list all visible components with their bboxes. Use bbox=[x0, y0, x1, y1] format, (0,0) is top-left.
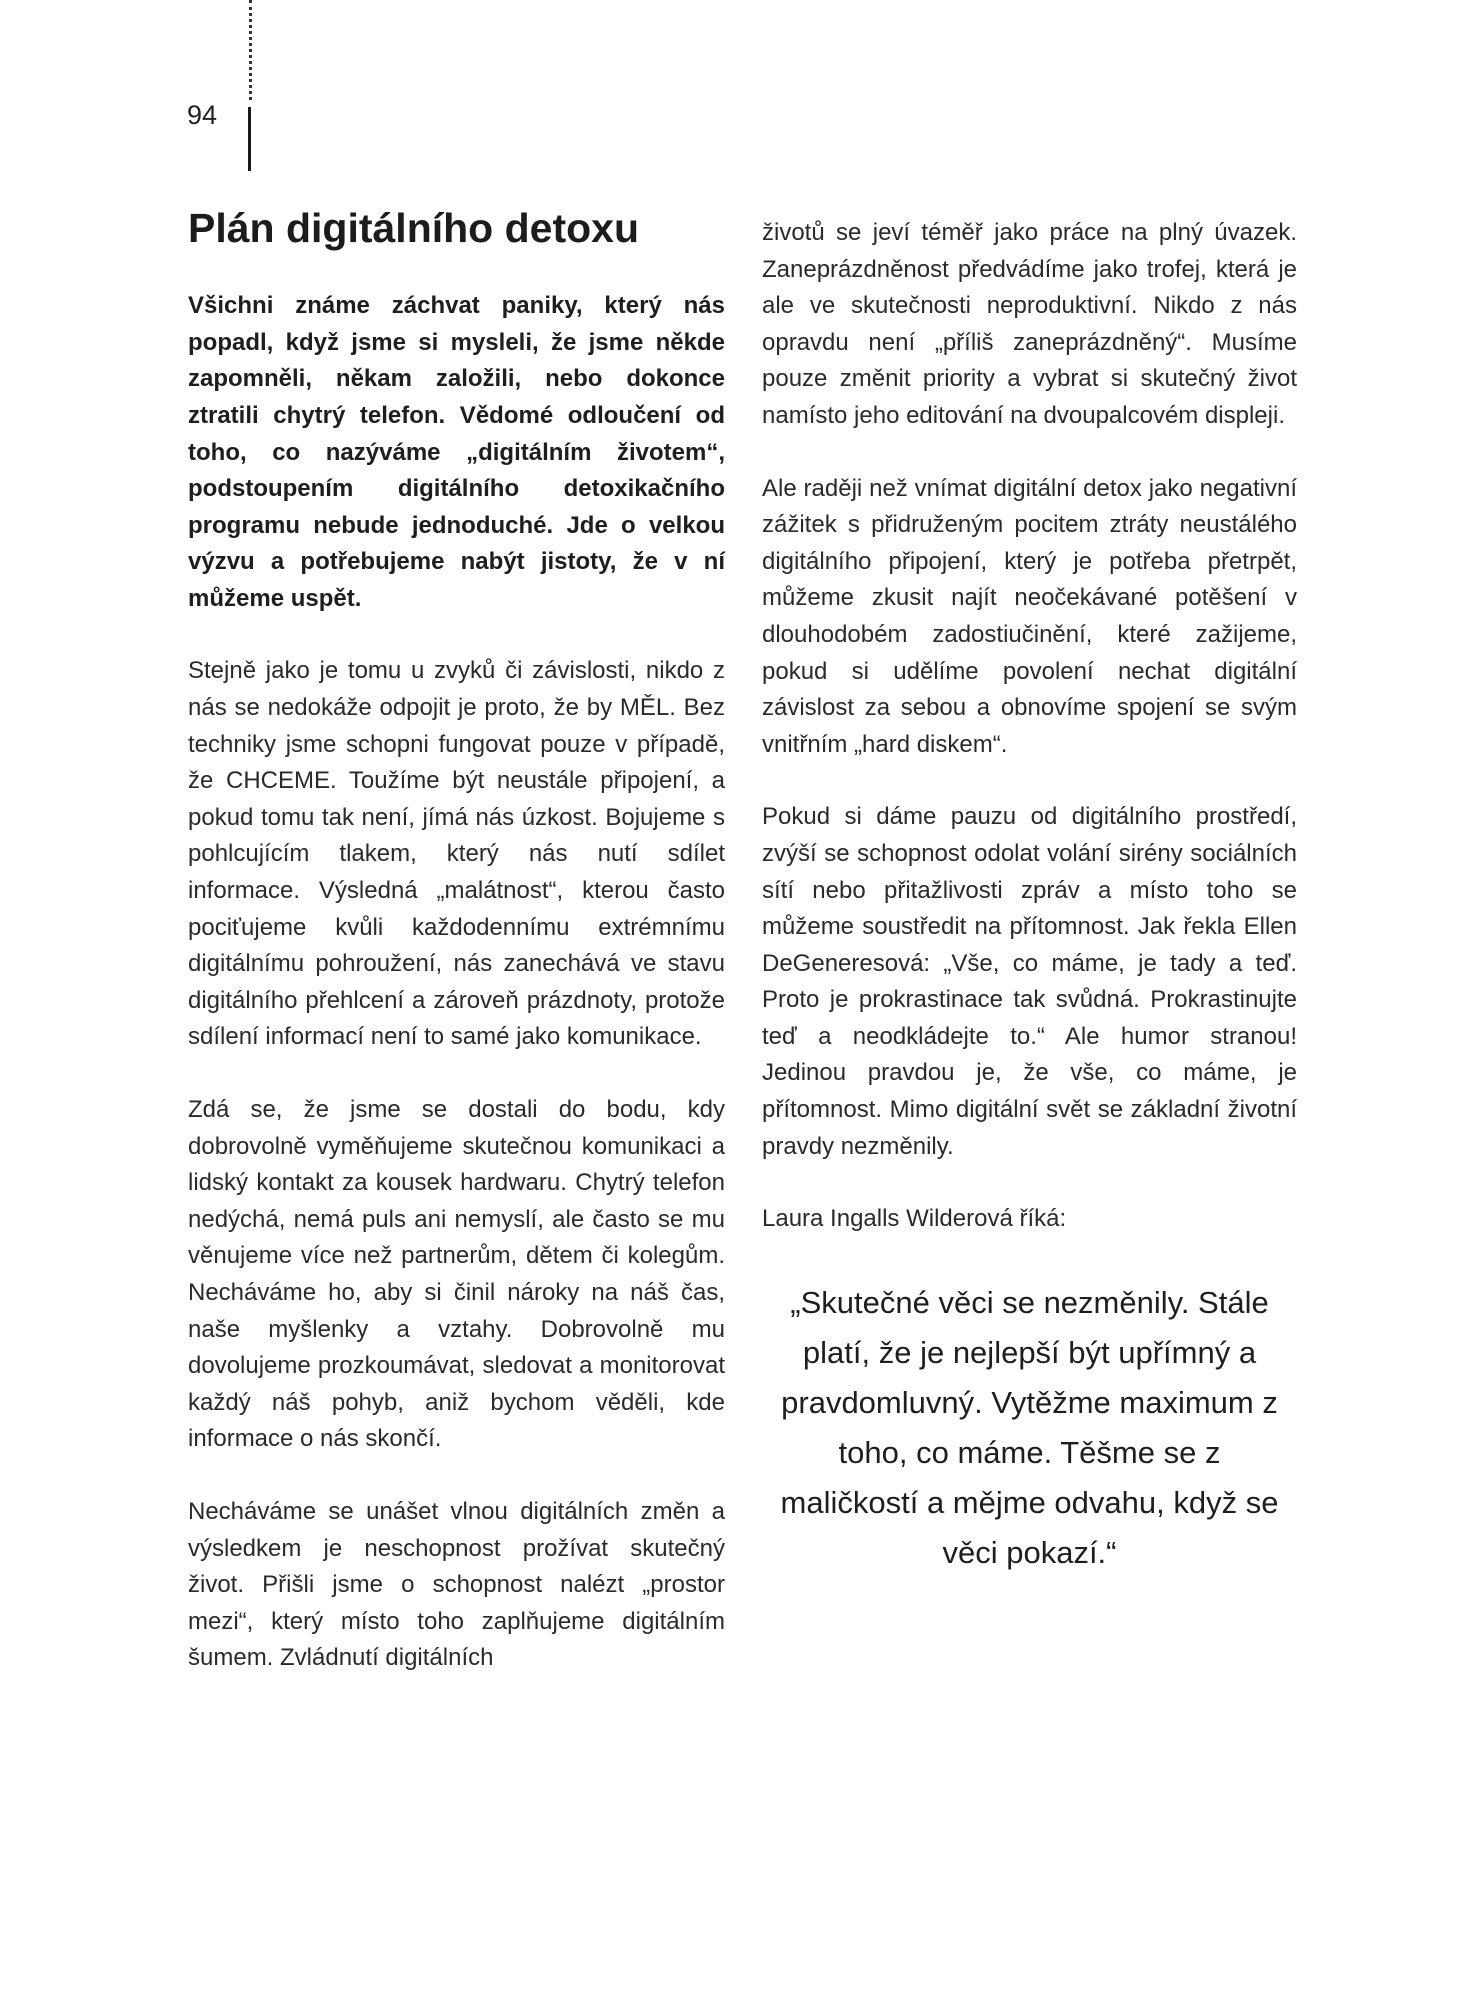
quote-attribution: Laura Ingalls Wilderová říká: bbox=[762, 1205, 1067, 1233]
body-paragraph: životů se jeví téměř jako práce na plný úvazek. Zaneprázdněnost předvádíme jako trofej, která je ale ve skutečnosti neproduktivní. Nikdo z nás opravdu není „příliš zaneprázdněný“. Musíme pouze změnit priority a vybrat si skutečný život namísto jeho editování na dvoupalcovém displeji. bbox=[762, 219, 1297, 429]
body-paragraph: Necháváme se unášet vlnou digitálních změn a výsledkem je neschopnost prožívat skutečný život. Přišli jsme o schopnost nalézt „prostor mezi“, který místo toho zaplňujeme digitálním šumem. Zvládnutí digitálních bbox=[188, 1497, 725, 1672]
lead-paragraph: Všichni známe záchvat paniky, který nás popadl, když jsme si mysleli, že jsme někde zapomněli, někam založili, nebo dokonce ztratili chytrý telefon. Vědomé odloučení od toho, co nazýváme „digitálním životem“, podstoupením digitálního detoxikačního programu nebude jednoduché. Jde o velkou výzvu a potřebujeme nabýt jistoty, že v ní můžeme uspět. bbox=[188, 292, 725, 612]
left-column bbox=[188, 205, 725, 1713]
page-number: 94 bbox=[187, 100, 218, 130]
body-paragraph: Zdá se, že jsme se dostali do bodu, kdy dobrovolně vyměňujeme skutečnou komunikaci a lidský kontakt za kousek hardwaru. Chytrý telefon nedýchá, nemá puls ani nemyslí, ale často se mu věnujeme více než partnerům, dětem či kolegům. Necháváme ho, aby si činil nároky na náš čas, naše myšlenky a vztahy. Dobrovolně mu dovolujeme prozkoumávat, sledovat a monitorovat každý náš pohyb, aniž bychom věděli, kde informace o nás skončí. bbox=[188, 1096, 725, 1453]
dotted-margin-rule bbox=[249, 0, 252, 100]
body-paragraph: Ale raději než vnímat digitální detox jako negativní zážitek s přidruženým pocitem ztráty neustálého digitálního připojení, který je potřeba přetrpět, můžeme zkusit najít neočekávané potěšení v dlouhodobém zadostiučinění, které zažijeme, pokud si udělíme povolení nechat digitální závislost za sebou a obnovíme spojení se svým vnitřním „hard diskem“. bbox=[762, 474, 1297, 758]
right-column bbox=[762, 215, 1297, 1578]
page-number-rule bbox=[248, 107, 251, 171]
article-title: Plán digitálního detoxu bbox=[188, 205, 639, 251]
body-paragraph: Stejně jako je tomu u zvyků či závislosti, nikdo z nás se nedokáže odpojit je proto, že by MĚL. Bez techniky jsme schopni fungovat pouze v případě, že CHCEME. Toužíme být neustále připojení, a pokud tomu tak není, jímá nás úzkost. Bojujeme s pohlcujícím tlakem, který nás nutí sdílet informace. Výsledná „malátnost“, kterou často pociťujeme kvůli každodennímu extrémnímu digitálnímu pohroužení, nás zanechává ve stavu digitálního přehlcení a zároveň prázdnoty, protože sdílení informací není to samé jako komunikace. bbox=[188, 657, 725, 1051]
body-paragraph: Pokud si dáme pauzu od digitálního prostředí, zvýší se schopnost odolat volání sirény sociálních sítí nebo přitažlivosti zpráv a místo toho se můžeme soustředit na přítomnost. Jak řekla Ellen DeGeneresová: „Vše, co máme, je tady a teď. Proto je prokrastinace tak svůdná. Prokrastinujte teď a neodkládejte to.“ Ale humor stranou! Jedinou pravdou je, že vše, co máme, je přítomnost. Mimo digitální svět se základní životní pravdy nezměnily. bbox=[762, 803, 1297, 1160]
pull-quote: „Skutečné věci se nezměnily. Stále platí, že je nejlepší být upřímný a pravdomluvný. Vytěžme maximum z toho, co máme. Těšme se z maličkostí a mějme odvahu, když se věci pokazí.“ bbox=[780, 1284, 1279, 1570]
